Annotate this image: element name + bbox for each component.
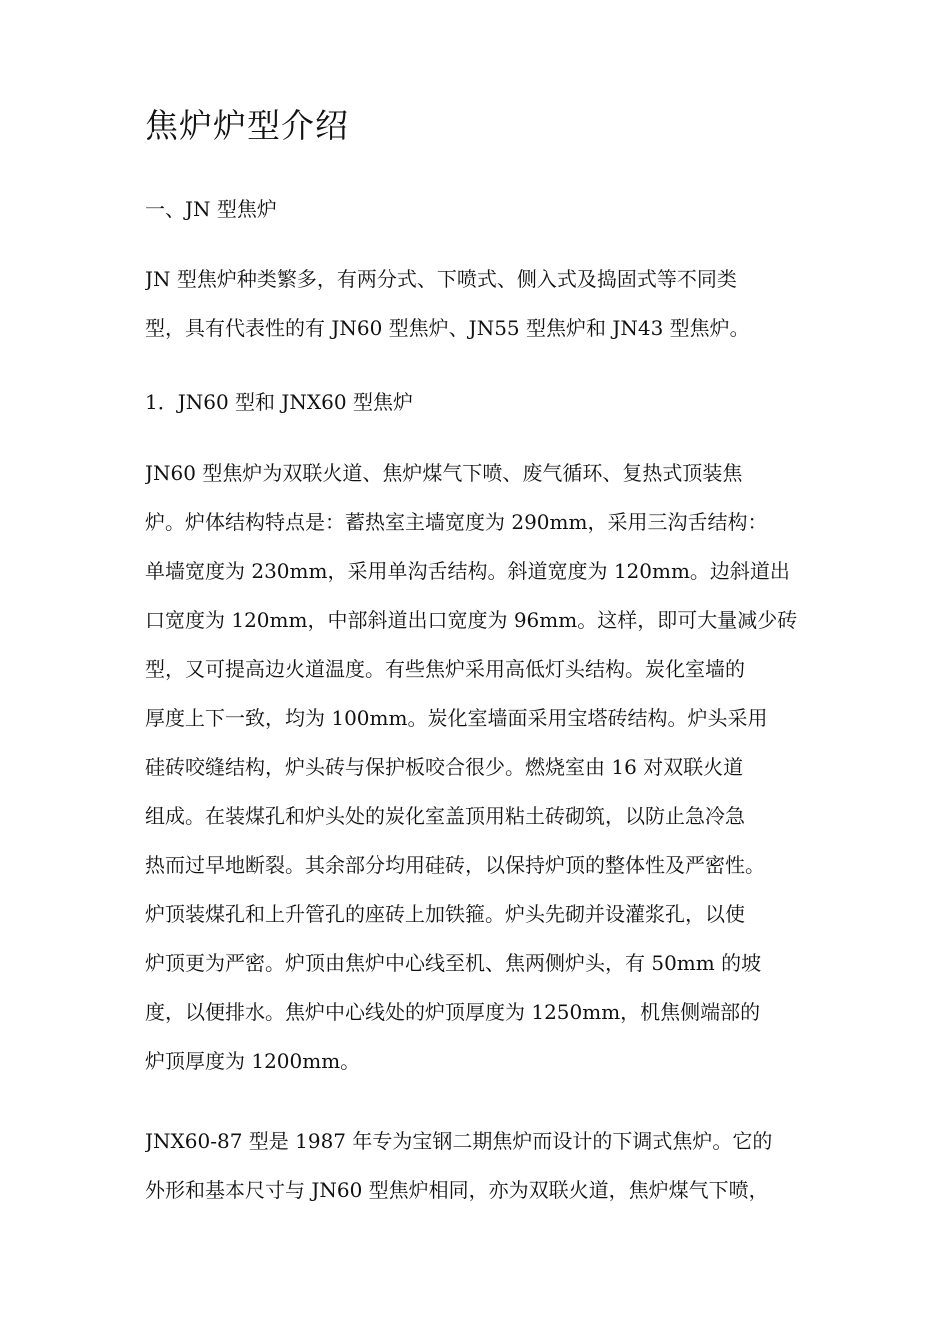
- paragraph-line: 炉顶装煤孔和上升管孔的座砖上加铁箍。炉头先砌并设灌浆孔，以使: [145, 902, 745, 926]
- paragraph-line: 炉顶厚度为 1200mm。: [145, 1049, 361, 1073]
- section-heading: 一、JN 型焦炉: [145, 197, 277, 221]
- paragraph-line: 厚度上下一致，均为 100mm。炭化室墙面采用宝塔砖结构。炉头采用: [145, 706, 768, 730]
- subsection-heading: 1．JN60 型和 JNX60 型焦炉: [145, 390, 413, 414]
- document-title: 焦炉炉型介绍: [145, 106, 349, 145]
- paragraph-line: 外形和基本尺寸与 JN60 型焦炉相同，亦为双联火道，焦炉煤气下喷，: [145, 1178, 769, 1202]
- paragraph-line: 型，又可提高边火道温度。有些焦炉采用高低灯头结构。炭化室墙的: [145, 657, 745, 681]
- paragraph-line: 口宽度为 120mm，中部斜道出口宽度为 96mm。这样，即可大量减少砖: [145, 608, 798, 632]
- paragraph-line: 单墙宽度为 230mm，采用单沟舌结构。斜道宽度为 120mm。边斜道出: [145, 559, 790, 583]
- paragraph-line: JN 型焦炉种类繁多，有两分式、下喷式、侧入式及捣固式等不同类: [145, 267, 737, 291]
- paragraph-line: 硅砖咬缝结构，炉头砖与保护板咬合很少。燃烧室由 16 对双联火道: [145, 755, 744, 779]
- paragraph-line: 热而过早地断裂。其余部分均用硅砖，以保持炉顶的整体性及严密性。: [145, 853, 765, 877]
- paragraph-line: 炉。炉体结构特点是：蓄热室主墙宽度为 290mm，采用三沟舌结构：: [145, 510, 768, 534]
- paragraph-line: 度，以便排水。焦炉中心线处的炉顶厚度为 1250mm，机焦侧端部的: [145, 1000, 761, 1024]
- paragraph-jn60: [145, 449, 810, 1086]
- paragraph-line: 组成。在装煤孔和炉头处的炭化室盖顶用粘土砖砌筑，以防止急冷急: [145, 804, 745, 828]
- paragraph-line: JNX60-87 型是 1987 年专为宝钢二期焦炉而设计的下调式焦炉。它的: [145, 1129, 773, 1153]
- paragraph-line: 炉顶更为严密。炉顶由焦炉中心线至机、焦两侧炉头，有 50mm 的坡: [145, 951, 762, 975]
- paragraph-line: JN60 型焦炉为双联火道、焦炉煤气下喷、废气循环、复热式顶装焦: [145, 461, 743, 485]
- paragraph-line: 型，具有代表性的有 JN60 型焦炉、JN55 型焦炉和 JN43 型焦炉。: [145, 316, 750, 340]
- paragraph-intro: [145, 255, 810, 353]
- paragraph-jnx60: [145, 1117, 810, 1215]
